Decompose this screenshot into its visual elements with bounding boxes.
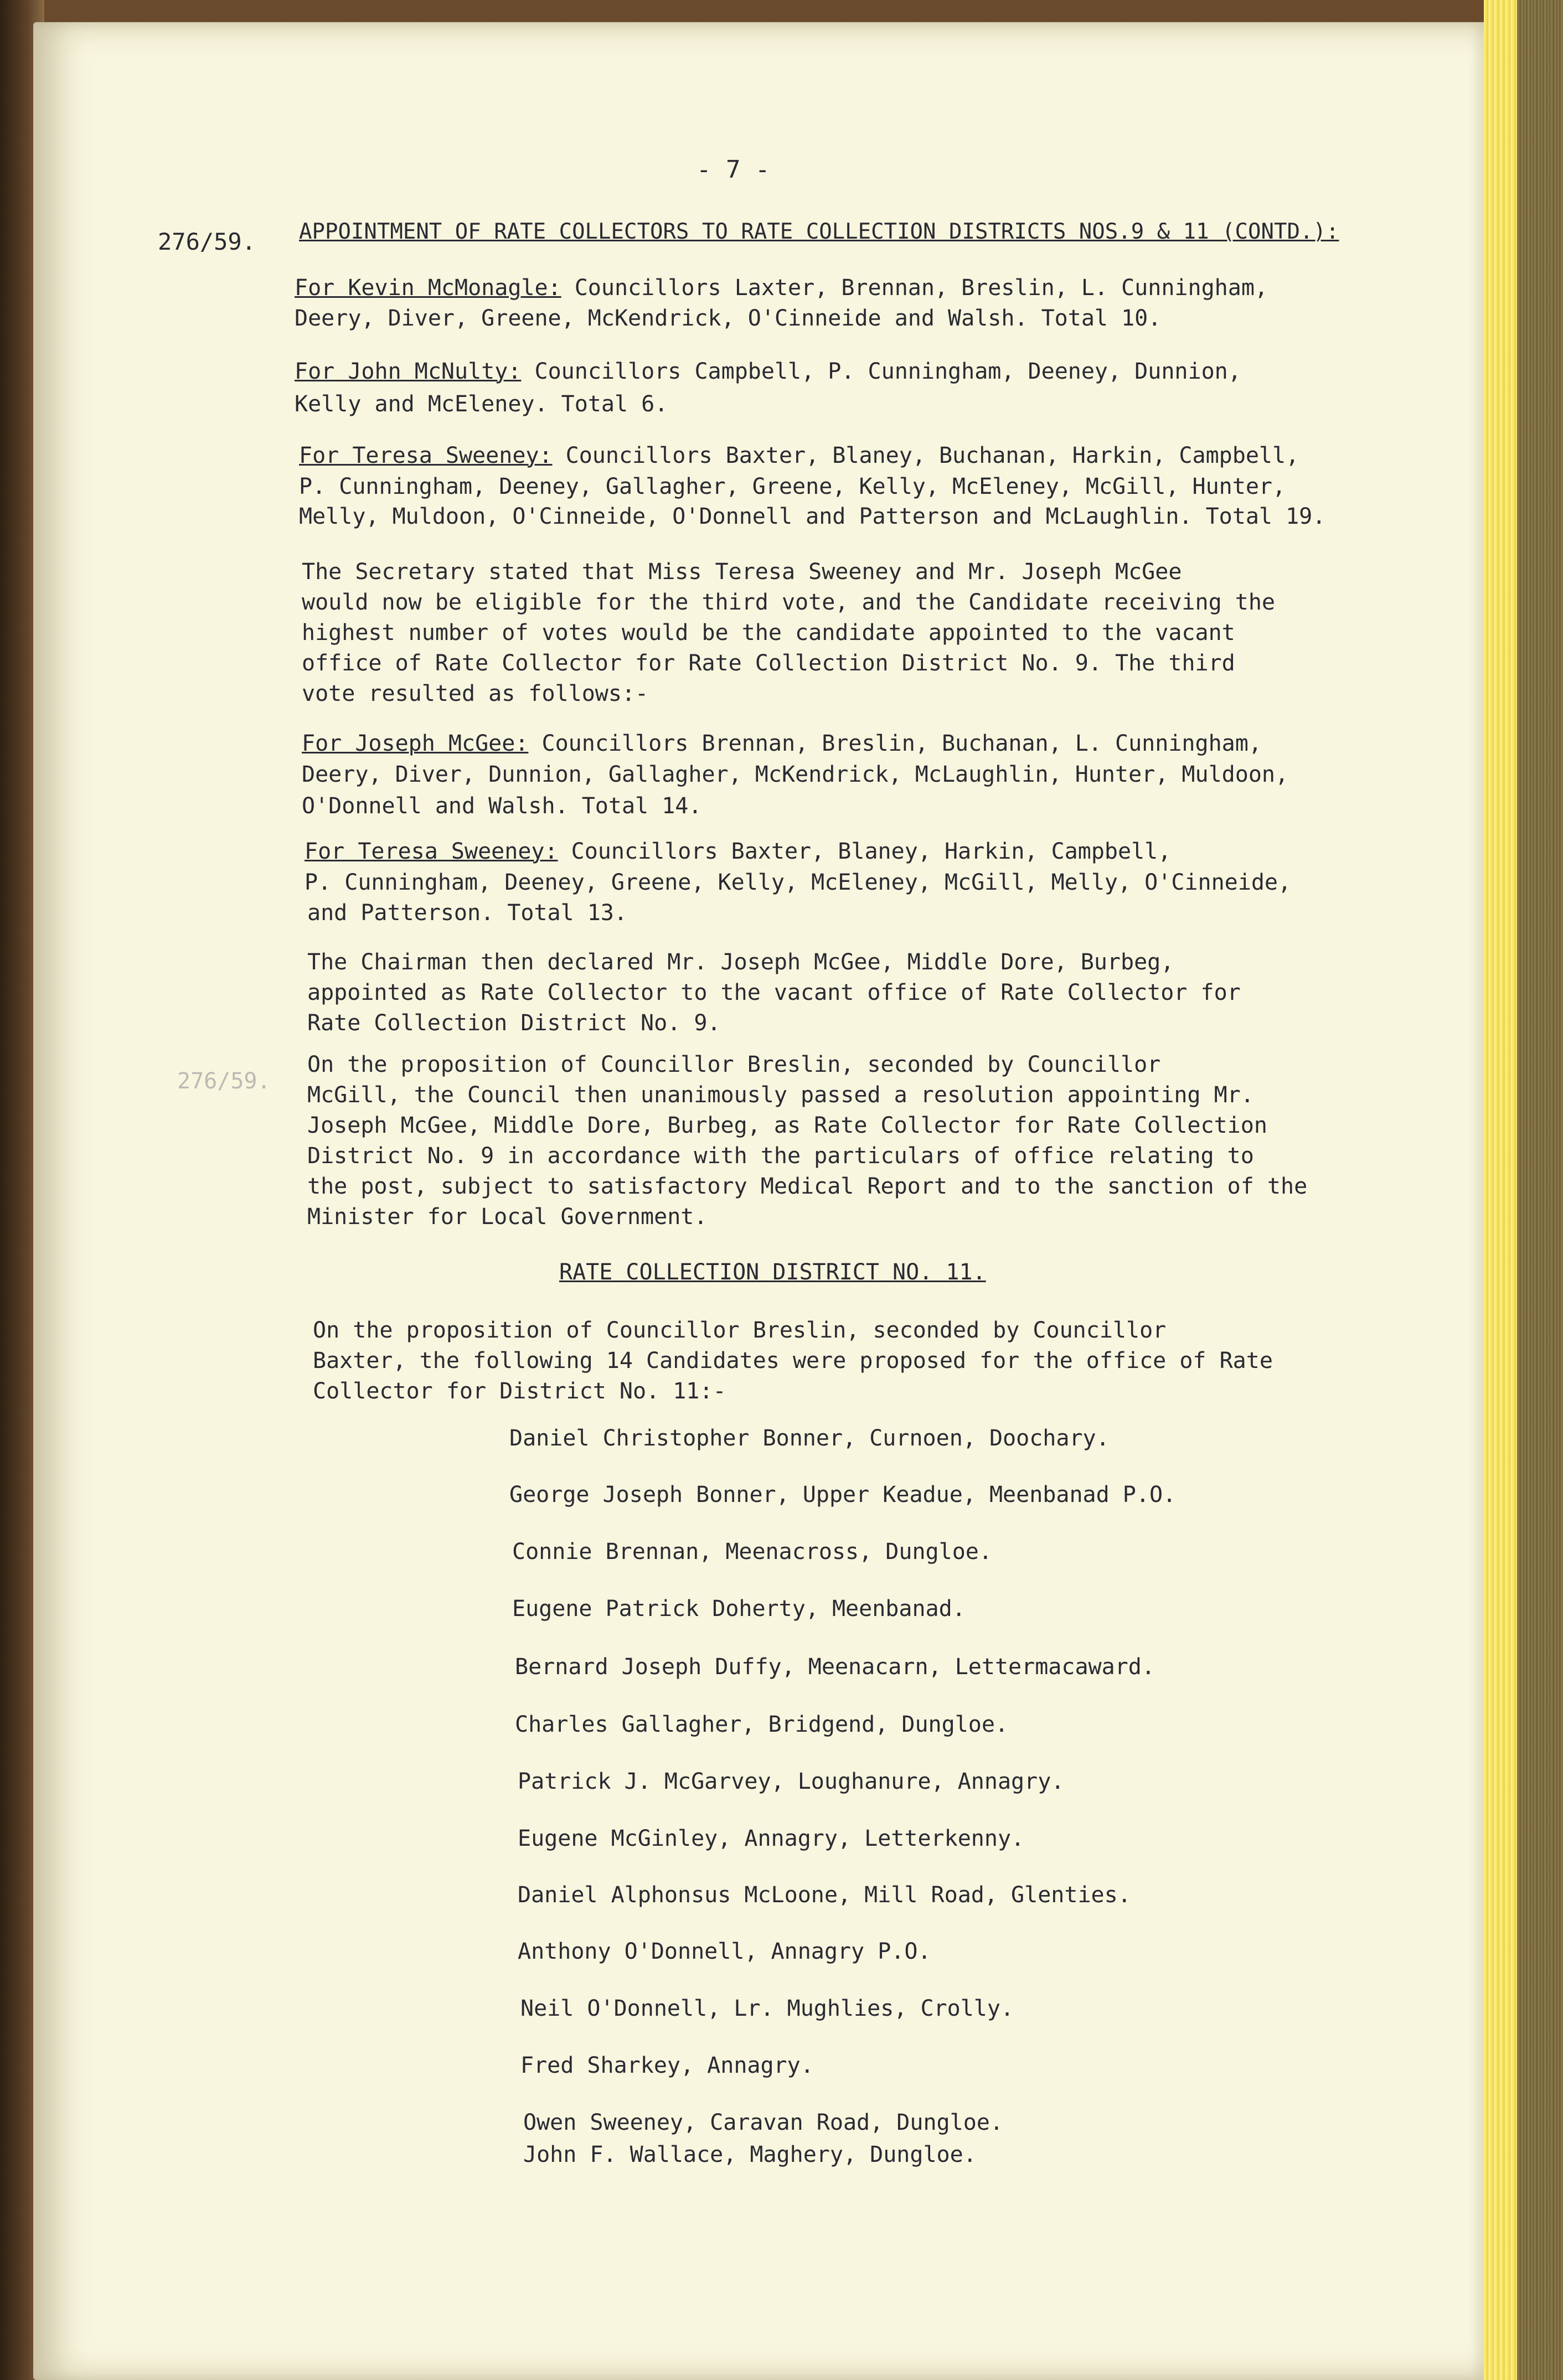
candidate-item: Anthony O'Donnell, Annagry P.O. bbox=[518, 1939, 931, 1964]
vote-kevin-mcmonagle bbox=[295, 272, 1268, 304]
candidate-item: Eugene McGinley, Annagry, Letterkenny. bbox=[518, 1826, 1025, 1851]
vote-label: For Teresa Sweeney: bbox=[299, 443, 553, 468]
candidate-item: Connie Brennan, Meenacross, Dungloe. bbox=[512, 1539, 992, 1565]
candidate-item: Owen Sweeney, Caravan Road, Dungloe. bbox=[523, 2110, 1003, 2135]
paragraph-line: the post, subject to satisfactory Medical Report and to the sanction of the bbox=[307, 1174, 1308, 1199]
vote-line: Councillors Brennan, Breslin, Buchanan, L. Cunningham, bbox=[528, 731, 1262, 756]
candidate-item: Charles Gallagher, Bridgend, Dungloe. bbox=[515, 1712, 1009, 1737]
vote-john-mcnulty bbox=[295, 356, 1241, 388]
paragraph-line: would now be eligible for the third vote, and the Candidate receiving the bbox=[302, 590, 1275, 615]
candidate-item: John F. Wallace, Maghery, Dungloe. bbox=[523, 2142, 977, 2167]
candidate-item: Patrick J. McGarvey, Loughanure, Annagry. bbox=[518, 1769, 1065, 1794]
candidate-item: Neil O'Donnell, Lr. Mughlies, Crolly. bbox=[520, 1996, 1014, 2021]
paragraph-line: appointed as Rate Collector to the vacant office of Rate Collector for bbox=[307, 980, 1241, 1005]
candidate-item: George Joseph Bonner, Upper Keadue, Meenbanad P.O. bbox=[509, 1482, 1177, 1507]
paragraph-line: Joseph McGee, Middle Dore, Burbeg, as Rate Collector for Rate Collection bbox=[307, 1113, 1267, 1138]
vote-line: P. Cunningham, Deeney, Greene, Kelly, McEleney, McGill, Melly, O'Cinneide, bbox=[305, 870, 1292, 895]
vote-teresa-sweeney-second bbox=[305, 836, 1171, 868]
candidate-item: Daniel Christopher Bonner, Curnoen, Doochary. bbox=[509, 1426, 1110, 1451]
vote-teresa-sweeney bbox=[299, 440, 1299, 472]
district-11-heading: RATE COLLECTION DISTRICT NO. 11. bbox=[559, 1259, 986, 1285]
minute-reference: 276/59. bbox=[177, 1068, 271, 1094]
vote-line: Deery, Diver, Dunnion, Gallagher, McKendrick, McLaughlin, Hunter, Muldoon, bbox=[302, 762, 1289, 787]
candidate-item: Fred Sharkey, Annagry. bbox=[520, 2053, 814, 2078]
paragraph-line: The Secretary stated that Miss Teresa Sweeney and Mr. Joseph McGee bbox=[302, 559, 1182, 585]
book-cover-edge bbox=[1517, 0, 1563, 2380]
vote-label: For Teresa Sweeney: bbox=[305, 839, 558, 864]
vote-line: P. Cunningham, Deeney, Gallagher, Greene, Kelly, McEleney, McGill, Hunter, bbox=[299, 474, 1286, 499]
paragraph-line: Baxter, the following 14 Candidates were proposed for the office of Rate bbox=[313, 1348, 1273, 1374]
paragraph-line: Collector for District No. 11:- bbox=[313, 1379, 726, 1404]
paragraph-line: District No. 9 in accordance with the particulars of office relating to bbox=[307, 1143, 1254, 1169]
vote-label: For Kevin McMonagle: bbox=[295, 275, 561, 301]
vote-line: Kelly and McEleney. Total 6. bbox=[295, 391, 668, 417]
minute-reference: 276/59. bbox=[158, 228, 256, 255]
page-number: - 7 - bbox=[697, 156, 770, 184]
candidate-item: Bernard Joseph Duffy, Meenacarn, Lettermacaward. bbox=[515, 1654, 1155, 1680]
paragraph-line: On the proposition of Councillor Breslin, seconded by Councillor bbox=[307, 1052, 1161, 1077]
vote-line: and Patterson. Total 13. bbox=[307, 900, 627, 926]
paragraph-line: McGill, the Council then unanimously passed a resolution appointing Mr. bbox=[307, 1082, 1254, 1108]
paragraph-line: office of Rate Collector for Rate Collection District No. 9. The third bbox=[302, 651, 1235, 676]
paragraph-line: vote resulted as follows:- bbox=[302, 681, 649, 706]
vote-joseph-mcgee bbox=[302, 728, 1262, 760]
vote-line: Councillors Baxter, Blaney, Buchanan, Harkin, Campbell, bbox=[552, 443, 1299, 468]
vote-line: Deery, Diver, Greene, McKendrick, O'Cinneide and Walsh. Total 10. bbox=[295, 306, 1162, 331]
vote-label: For John McNulty: bbox=[295, 359, 522, 384]
candidate-item: Eugene Patrick Doherty, Meenbanad. bbox=[512, 1596, 966, 1622]
vote-line: Councillors Campbell, P. Cunningham, Deeney, Dunnion, bbox=[521, 359, 1241, 384]
paragraph-line: The Chairman then declared Mr. Joseph McGee, Middle Dore, Burbeg, bbox=[307, 949, 1174, 975]
vote-label: For Joseph McGee: bbox=[302, 731, 529, 756]
vote-line: Councillors Laxter, Brennan, Breslin, L. Cunningham, bbox=[561, 275, 1268, 301]
paragraph-line: Minister for Local Government. bbox=[307, 1204, 708, 1230]
vote-line: O'Donnell and Walsh. Total 14. bbox=[302, 793, 702, 819]
paragraph-line: Rate Collection District No. 9. bbox=[307, 1010, 721, 1036]
paragraph-line: On the proposition of Councillor Breslin, seconded by Councillor bbox=[313, 1318, 1167, 1343]
candidate-item: Daniel Alphonsus McLoone, Mill Road, Glenties. bbox=[518, 1882, 1131, 1908]
vote-line: Melly, Muldoon, O'Cinneide, O'Donnell and Patterson and McLaughlin. Total 19. bbox=[299, 504, 1326, 529]
section-heading: APPOINTMENT OF RATE COLLECTORS TO RATE COLLECTION DISTRICTS NOS.9 & 11 (CONTD.): bbox=[299, 219, 1339, 244]
paragraph-line: highest number of votes would be the candidate appointed to the vacant bbox=[302, 620, 1235, 646]
vote-line: Councillors Baxter, Blaney, Harkin, Campbell, bbox=[558, 839, 1172, 864]
